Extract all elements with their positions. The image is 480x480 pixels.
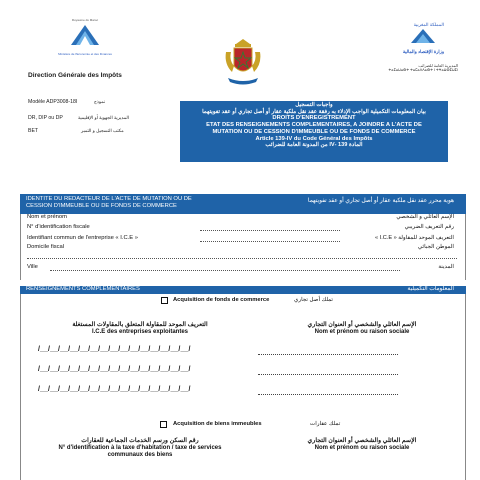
dgi-label-tifinagh: ⵜⴰⵎⴰⵡⴰⵙⵜ ⵜⴰⵎⴰⴷⴷⴰⵙⵜ ⵏ ⵜⵖⴰⵡⵙⵉⵡⵉⵏ	[388, 68, 458, 72]
section-complementary-title: RENSEIGNEMENTS COMPLEMENTAIRES	[26, 286, 140, 292]
directorate-label: DR, DIP ou DP	[28, 115, 63, 121]
name-input-row[interactable]	[258, 374, 398, 375]
office-reference	[28, 128, 124, 134]
dgi-label: Direction Générale des Impôts	[28, 72, 122, 79]
section-identity-title-2: CESSION D'IMMEUBLE OU DE FONDS DE COMMERCE	[26, 203, 177, 209]
ice-slots-row[interactable]: /__/__/__/__/__/__/__/__/__/__/__/__/__/__/__/	[38, 346, 191, 353]
model-label-ar: نموذج	[94, 99, 106, 104]
biens-immeubles-checkbox[interactable]	[160, 421, 167, 428]
title-ar-2: بيان المعلومات التكميلية الواجب الإدلاء به رفقة عقد نقل ملكية عقار أو أصل تجاري أو عقد تفويتهما	[202, 108, 426, 115]
fonds-commerce-label: Acquisition de fonds de commerce	[173, 297, 270, 303]
ministry-label-ar: وزارة الإقتصاد والمالية	[402, 49, 444, 54]
field-taxid-label: N° d'identification fiscale	[27, 224, 90, 230]
name-column-header-ar: الإسم العائلي والشخصي أو العنوان التجاري	[307, 321, 417, 328]
ministry-emblem-icon	[70, 24, 100, 46]
section-identity-title-1: IDENTITE DU REDACTEUR DE L'ACTE DE MUTATION OU DE	[26, 196, 192, 202]
fonds-commerce-checkbox[interactable]	[161, 297, 168, 304]
directorate-reference	[28, 115, 129, 121]
field-taxid-input[interactable]	[200, 230, 340, 231]
office-label-ar: مكتب التسجيل و التمبر	[81, 128, 124, 133]
title-fr-1: DROITS D'ENREGISTREMENT	[272, 115, 356, 122]
title-ar-1: واجبات التسجيل	[295, 102, 333, 108]
model-label: Modèle ADP3008-18I	[28, 99, 78, 105]
name-column-header	[262, 321, 462, 336]
ministry-label: Ministère de l'Economie et des Finances	[58, 52, 112, 56]
biens-immeubles-label-ar: تملك عقارات	[310, 421, 341, 427]
th-column-header-fr-1: N° d'identification à la taxe d'habitation / taxe de services	[58, 444, 222, 451]
field-ice-input[interactable]	[200, 241, 340, 242]
ice-slots-row[interactable]: /__/__/__/__/__/__/__/__/__/__/__/__/__/__/__/	[38, 386, 191, 393]
form-title-box	[180, 101, 448, 162]
name-input-row[interactable]	[258, 394, 398, 395]
ministry-logo-ar	[358, 22, 458, 72]
field-city-label: Ville	[27, 264, 38, 270]
name2-column-header-ar: الإسم العائلي والشخصي أو العنوان التجاري	[307, 437, 417, 444]
name-column-header-fr: Nom et prénom ou raison sociale	[314, 328, 410, 335]
name2-column-header-fr: Nom et prénom ou raison sociale	[314, 444, 410, 451]
ice-column-header	[40, 321, 240, 336]
section-complementary-title-ar: المعلومات التكميلية	[407, 286, 454, 292]
field-domicile-label: Domicile fiscal	[27, 244, 65, 250]
ice-column-header-fr: I.C.E des entreprises exploitantes	[91, 328, 189, 335]
kingdom-label-ar: المملكة المغربية	[413, 22, 444, 27]
field-ice-label-ar: التعريف الموحد للمقاولة « I.C.E »	[374, 235, 454, 241]
dgi-label-ar: المديرية العامة للضرائب	[418, 63, 458, 68]
ice-column-header-ar: التعريف الموحد للمقاولة المتعلق بالمقاولات المستغلة	[72, 321, 208, 328]
field-city-label-ar: المدينة	[438, 264, 454, 270]
field-domicile-label-ar: الموطن الجبائي	[417, 244, 454, 250]
th-column-header-fr-2: communaux des biens	[107, 452, 173, 458]
th-column-header	[30, 437, 250, 460]
model-reference	[28, 99, 106, 105]
section-identity-title-ar: هوية محرر عقد نقل ملكية عقار أو أصل تجاري أو عقد تفويتهما	[307, 198, 454, 204]
section-complementary-header	[20, 286, 466, 294]
field-ice-label: Identifiant commun de l'entreprise « I.C.E »	[27, 235, 138, 241]
royal-coat-of-arms-icon	[222, 38, 264, 88]
name-input-row[interactable]	[258, 354, 398, 355]
fonds-commerce-label-ar: تملك أصل تجاري	[294, 297, 333, 303]
field-name-label-ar: الإسم العائلي و الشخصي	[396, 214, 454, 220]
office-label: BET	[28, 128, 39, 134]
kingdom-label: Royaume du Maroc	[71, 18, 99, 22]
biens-immeubles-label: Acquisition de biens immeubles	[173, 421, 262, 427]
title-fr-4: Article 139-IV du Code Général des Impôts	[255, 135, 373, 142]
field-domicile-input[interactable]	[27, 258, 457, 259]
ice-slots-row[interactable]: /__/__/__/__/__/__/__/__/__/__/__/__/__/__/__/	[38, 366, 191, 373]
field-taxid-label-ar: رقم التعريف الضريبي	[404, 224, 454, 230]
ministry-logo	[40, 18, 130, 56]
section-identity-header	[20, 194, 466, 214]
title-fr-2: ETAT DES RENSEIGNEMENTS COMPLEMENTAIRES, A JOINDRE A L'ACTE DE	[206, 122, 422, 129]
field-city-input[interactable]	[50, 270, 400, 271]
directorate-label-ar: المديرية الجهوية أو الإقليمية	[78, 115, 129, 120]
title-fr-3: MUTATION OU DE CESSION D'IMMEUBLE OU DE FONDS DE COMMERCE	[212, 128, 416, 135]
th-column-header-ar: رقم السكن ورسم الخدمات الجماعية للعقارات	[81, 437, 199, 444]
title-ar-3: المادة 139 -IV من المدونة العامة للضرائب	[265, 142, 363, 149]
field-name-label: Nom et prénom	[27, 214, 67, 220]
ministry-emblem-right-icon	[410, 28, 436, 44]
name2-column-header	[262, 437, 462, 452]
